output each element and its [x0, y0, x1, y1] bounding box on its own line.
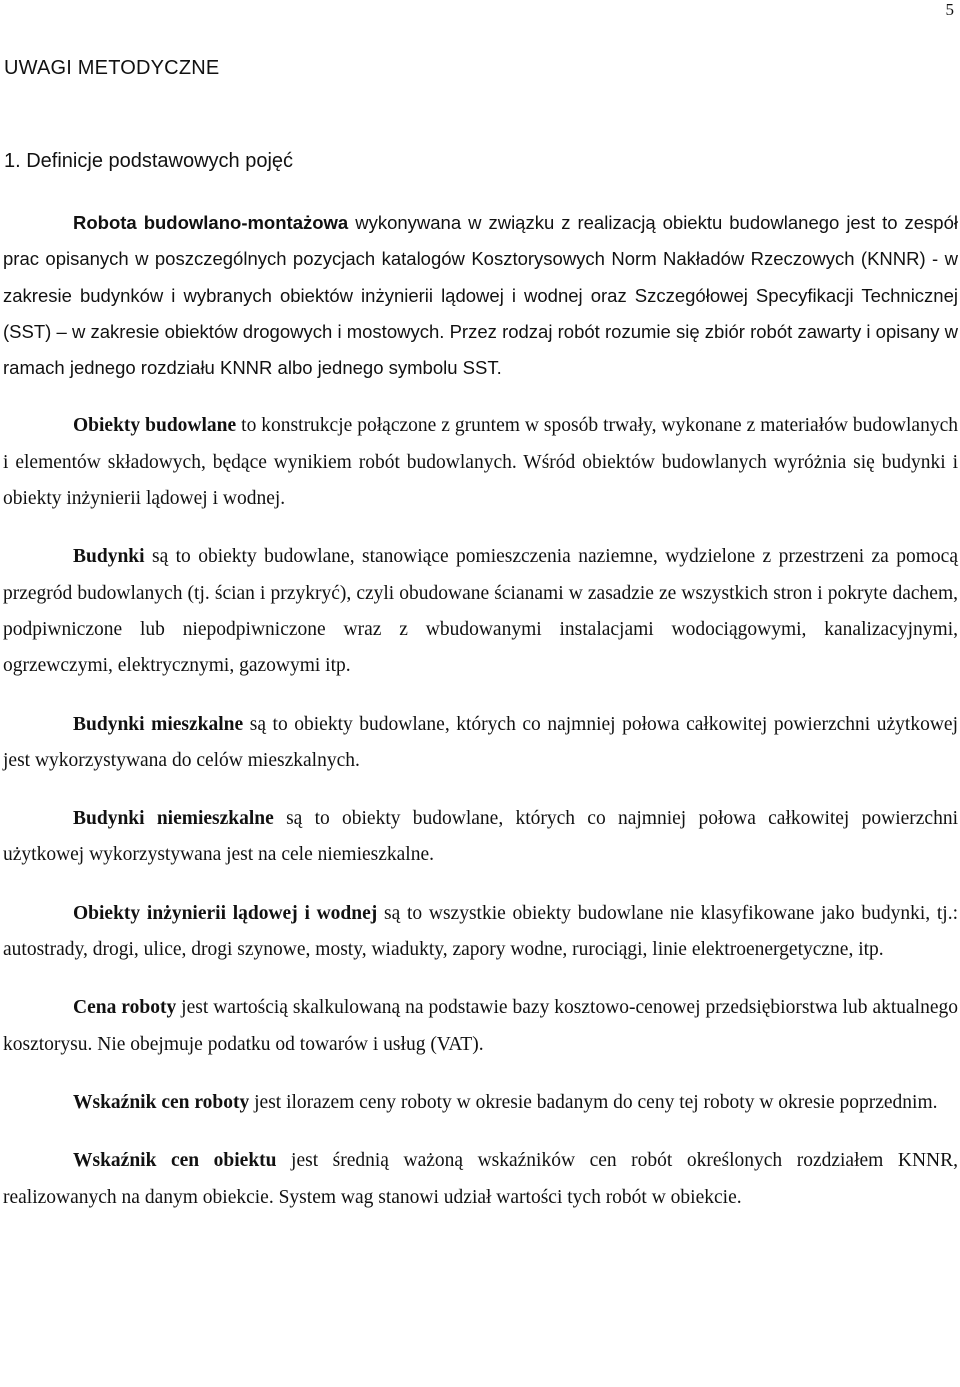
- definition-text: to konstrukcje połączone z gruntem w sposób trwały, wykonane z materiałów budowlanych i elementów składowych, będące wynikiem robót budowlanych. Wśród obiektów budowlanych wyróżnia się budynki i obiekty inżynierii lądowej i wodnej.: [3, 415, 958, 510]
- definition-term: Cena roboty: [73, 997, 177, 1019]
- definition-paragraph: [3, 707, 958, 780]
- definition-paragraph: [3, 990, 958, 1063]
- definition-text: są to wszystkie obiekty budowlane nie klasyfikowane jako budynki, tj.: autostrady, drogi, ulice, drogi szynowe, mosty, wiadukty, zapory wodne, rurociągi, linie elektroenergetyczne, itp.: [3, 902, 958, 961]
- definition-term: Obiekty budowlane: [73, 415, 237, 437]
- definition-term: Wskaźnik cen roboty: [73, 1091, 250, 1113]
- definition-paragraph: [3, 539, 958, 684]
- definition-term: Robota budowlano-montażowa: [73, 212, 349, 233]
- definition-text: są to obiekty budowlane, których co najmniej połowa całkowitej powierzchni użytkowej jest wykorzystywana do celów mieszkalnych.: [3, 713, 958, 771]
- definition-text: wykonywana w związku z realizacją obiektu budowlanego jest to zespół prac opisanych w poszczególnych pozycjach katalogów Kosztorysowych Norm Nakładów Rzeczowych (KNNR) - w zakresie budynków i wybranych obiektów inżynierii lądowej i wodnej oraz Szczegółowej Specyfikacji Technicznej (SST) – w zakresie obiektów drogowych i mostowych. Przez rodzaj robót rozumie się zbiór robót zawarty i opisany w ramach jednego rozdziału KNNR albo jednego symbolu SST.: [3, 212, 958, 379]
- definition-term: Budynki mieszkalne: [73, 713, 244, 735]
- definition-paragraph: [3, 1085, 958, 1121]
- page-number: 5: [945, 0, 954, 19]
- definition-paragraph: [3, 205, 958, 386]
- definition-paragraph: [3, 801, 958, 874]
- definitions-body: [3, 205, 958, 1216]
- definition-term: Budynki: [73, 546, 145, 568]
- definition-text: jest wartością skalkulowaną na podstawie bazy kosztowo-cenowej przedsiębiorstwa lub aktualnego kosztorysu. Nie obejmuje podatku od towarów i usług (VAT).: [3, 997, 958, 1055]
- definition-text: jest ilorazem ceny roboty w okresie badanym do ceny tej roboty w okresie poprzednim.: [249, 1091, 938, 1113]
- definition-paragraph: [3, 1143, 958, 1216]
- definition-text: są to obiekty budowlane, stanowiące pomieszczenia naziemne, wydzielone z przestrzeni za pomocą przegród budowlanych (tj. ścian i przykryć), czyli obudowane ścianami w zasadzie ze wszystkich stron i pokryte dachem, podpiwniczone lub niepodpiwniczone wraz z wbudowanymi instalacjami wodociągowymi, kanalizacyjnymi, ogrzewczymi, elektrycznymi, gazowymi itp.: [3, 546, 958, 677]
- definition-term: Budynki niemieszkalne: [73, 808, 274, 830]
- definition-paragraph: [3, 408, 958, 517]
- definition-term: Wskaźnik cen obiektu: [73, 1150, 277, 1172]
- definition-text: są to obiekty budowlane, których co najmniej połowa całkowitej powierzchni użytkowej wykorzystywana jest na cele niemieszkalne.: [3, 808, 958, 866]
- section-heading: 1. Definicje podstawowych pojęć: [4, 150, 294, 172]
- definition-term: Obiekty inżynierii lądowej i wodnej: [73, 902, 378, 924]
- document-title: UWAGI METODYCZNE: [4, 57, 220, 79]
- definition-paragraph: [3, 896, 958, 969]
- definition-text: jest średnią ważoną wskaźników cen robót określonych rozdziałem KNNR, realizowanych na danym obiekcie. System wag stanowi udział wartości tych robót w obiekcie.: [3, 1150, 958, 1208]
